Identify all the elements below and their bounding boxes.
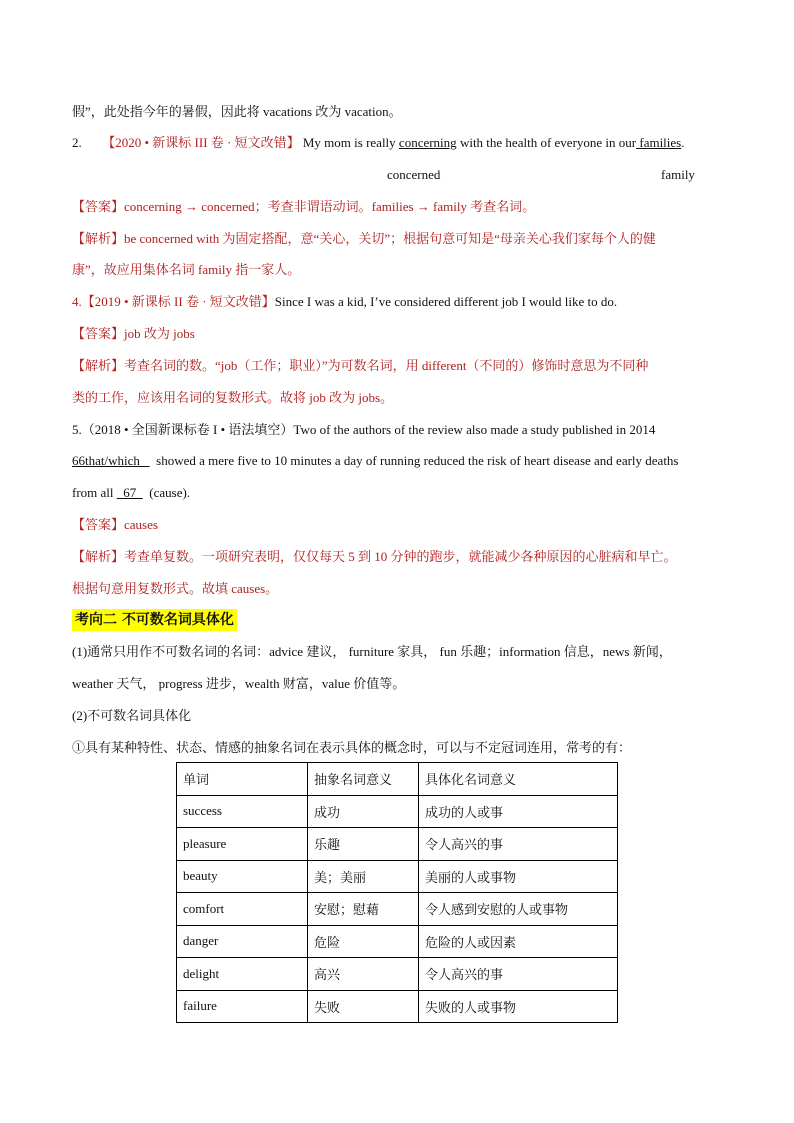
- table-cell: 乐趣: [308, 828, 419, 861]
- table-cell: 成功的人或事: [419, 795, 618, 828]
- table-row: [177, 958, 618, 991]
- question-number: 2.: [72, 135, 82, 150]
- explanation-tag: 【解析】: [72, 358, 125, 373]
- table-row: [177, 990, 618, 1023]
- table-cell: 失败的人或事物: [419, 990, 618, 1023]
- table-header-cell: 具体化名词意义: [419, 763, 618, 796]
- table-row: [177, 893, 618, 926]
- explanation-line: [72, 357, 648, 375]
- text-line: 假”，此处指今年的暑假，因此将 vacations 改为 vacation。: [72, 104, 402, 119]
- answer-tag: 【答案】: [72, 199, 125, 214]
- paragraph: weather 天气， progress 进步，wealth 财富，value 价值等。: [72, 676, 406, 691]
- question-text: .: [681, 135, 685, 150]
- noun-table: [176, 762, 618, 1023]
- correction-word: concerned: [387, 167, 441, 182]
- explanation-line: [72, 548, 677, 566]
- table-header-row: [177, 763, 618, 796]
- table-header-cell: 抽象名词意义: [308, 763, 419, 796]
- question-2: [72, 134, 685, 152]
- explanation-text: be concerned with 为固定搭配，意“关心，关切”；根据句意可知是“母亲关心我们家每个人的健: [124, 231, 656, 246]
- table-row: [177, 795, 618, 828]
- table-cell: 危险的人或因素: [419, 925, 618, 958]
- blank-number: 67: [116, 485, 143, 500]
- table-cell: danger: [177, 925, 308, 958]
- table-cell: 令人感到安慰的人或事物: [419, 893, 618, 926]
- table-row: [177, 828, 618, 861]
- table-cell: 令人高兴的事: [419, 828, 618, 861]
- table-cell: 美；美丽: [308, 860, 419, 893]
- question-text: Since I was a kid, I’ve considered different job I would like to do.: [274, 294, 618, 309]
- table-header-cell: 单词: [177, 763, 308, 796]
- section-heading: 考向二 不可数名词具体化: [72, 609, 237, 631]
- answer-tag: 【答案】: [72, 326, 125, 341]
- question-text: with the health of everyone in our: [456, 135, 637, 150]
- answer-text: causes: [124, 517, 158, 532]
- table-cell: 美丽的人或事物: [419, 860, 618, 893]
- table-row: [177, 925, 618, 958]
- explanation-line: 康”，故应用集体名词 family 指一家人。: [72, 262, 301, 277]
- error-word: families: [636, 135, 682, 150]
- table-cell: 令人高兴的事: [419, 958, 618, 991]
- blank-answer: 66that/which: [72, 453, 150, 468]
- explanation-line: 根据句意用复数形式。故填 causes。: [72, 581, 279, 596]
- question-5-line-3: [72, 484, 190, 502]
- table-cell: comfort: [177, 893, 308, 926]
- question-text: from all: [72, 485, 117, 500]
- explanation-text: 考查名词的数。“job（工作；职业）”为可数名词，用 different（不同的）修饰时意思为不同种: [124, 358, 649, 373]
- explanation-text: 考查单复数。一项研究表明，仅仅每天 5 到 10 分钟的跑步，就能减少各种原因的心脏病和早亡。: [124, 549, 677, 564]
- table-cell: failure: [177, 990, 308, 1023]
- table-cell: 危险: [308, 925, 419, 958]
- answer-text: concerning → concerned；考查非谓语动词。families → family 考查名词。: [124, 199, 536, 214]
- table-cell: success: [177, 795, 308, 828]
- question-5: 5.（2018 • 全国新课标卷 I • 语法填空）Two of the authors of the review also made a study published in 2014: [72, 422, 656, 437]
- question-source-tag: 4.【2019 • 新课标 II 卷 · 短文改错】: [72, 294, 275, 309]
- table-cell: 高兴: [308, 958, 419, 991]
- question-5-line-2: [72, 452, 679, 470]
- paragraph: ①具有某种特性、状态、情感的抽象名词在表示具体的概念时，可以与不定冠词连用，常考的有：: [72, 740, 632, 755]
- answer-text: job 改为 jobs: [124, 326, 195, 341]
- question-text: (cause).: [142, 485, 191, 500]
- question-text: showed a mere five to 10 minutes a day of running reduced the risk of heart disease and early deaths: [149, 453, 679, 468]
- explanation-tag: 【解析】: [72, 549, 125, 564]
- answer-line: [72, 516, 158, 534]
- error-word: concerning: [398, 135, 457, 150]
- answer-line: [72, 325, 195, 343]
- table-row: [177, 860, 618, 893]
- table-cell: 安慰；慰藉: [308, 893, 419, 926]
- correction-word: family: [661, 167, 695, 182]
- paragraph: (2)不可数名词具体化: [72, 708, 192, 723]
- table-cell: 失败: [308, 990, 419, 1023]
- question-4: [72, 293, 617, 311]
- explanation-line: 类的工作，应该用名词的复数形式。故将 job 改为 jobs。: [72, 390, 394, 405]
- explanation-line: [72, 230, 656, 248]
- table-cell: delight: [177, 958, 308, 991]
- answer-line: [72, 198, 535, 216]
- table-cell: pleasure: [177, 828, 308, 861]
- table-cell: 成功: [308, 795, 419, 828]
- paragraph: (1)通常只用作不可数名词的名词：advice 建议， furniture 家具， fun 乐趣；information 信息，news 新闻，: [72, 644, 672, 659]
- explanation-tag: 【解析】: [72, 231, 125, 246]
- question-source-tag: 【2020 • 新课标 III 卷 · 短文改错】: [102, 135, 300, 150]
- question-text: My mom is really: [302, 135, 399, 150]
- table-cell: beauty: [177, 860, 308, 893]
- answer-tag: 【答案】: [72, 517, 125, 532]
